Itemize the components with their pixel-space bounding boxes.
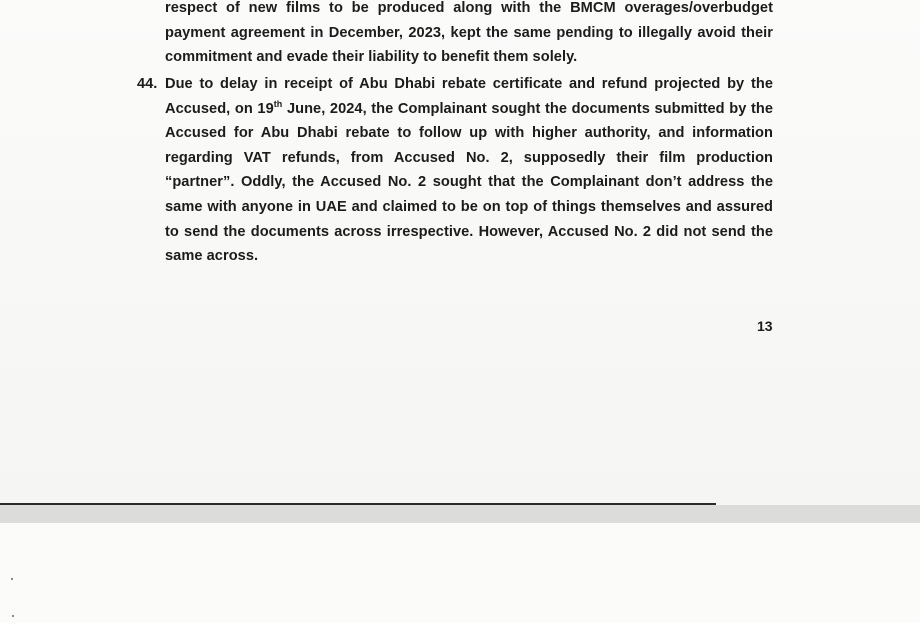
paragraph-line [165,97,773,122]
paragraph-line: commitment and evade their liability to benefit them solely. [165,49,578,66]
scan-speck [11,578,13,580]
paragraph-line: Accused for Abu Dhabi rebate to follow up with higher authority, and information [165,125,773,142]
paragraph-43-continuation [165,0,773,70]
paragraph-number: 44. [137,76,158,92]
line-text: Accused, on 19 [165,100,274,117]
paragraph-line: regarding VAT refunds, from Accused No. 2, supposedly their film production [165,149,773,166]
paragraph-line: payment agreement in December, 2023, kept the same pending to illegally avoid their [165,24,773,41]
page-gap [0,505,920,523]
ordinal-suffix: th [273,98,283,109]
paragraph-line: same with anyone in UAE and claimed to be on top of things themselves and assured [165,198,773,215]
page-number: 13 [757,318,773,334]
paragraph-44 [165,72,773,269]
paragraph-line: respect of new films to be produced along with the BMCM overages/overbudget [165,0,773,16]
next-page [0,523,920,623]
paragraph-line: to send the documents across irrespective. However, Accused No. 2 did not send the [165,223,773,240]
scan-speck [12,615,14,617]
paragraph-line: Due to delay in receipt of Abu Dhabi rebate certificate and refund projected by the [165,76,773,92]
paragraph-line: “partner”. Oddly, the Accused No. 2 sought that the Complainant don’t address the [165,174,773,191]
paragraph-line: same across. [165,248,259,265]
line-text: June, 2024, the Complainant sought the documents submitted by the [282,100,774,117]
